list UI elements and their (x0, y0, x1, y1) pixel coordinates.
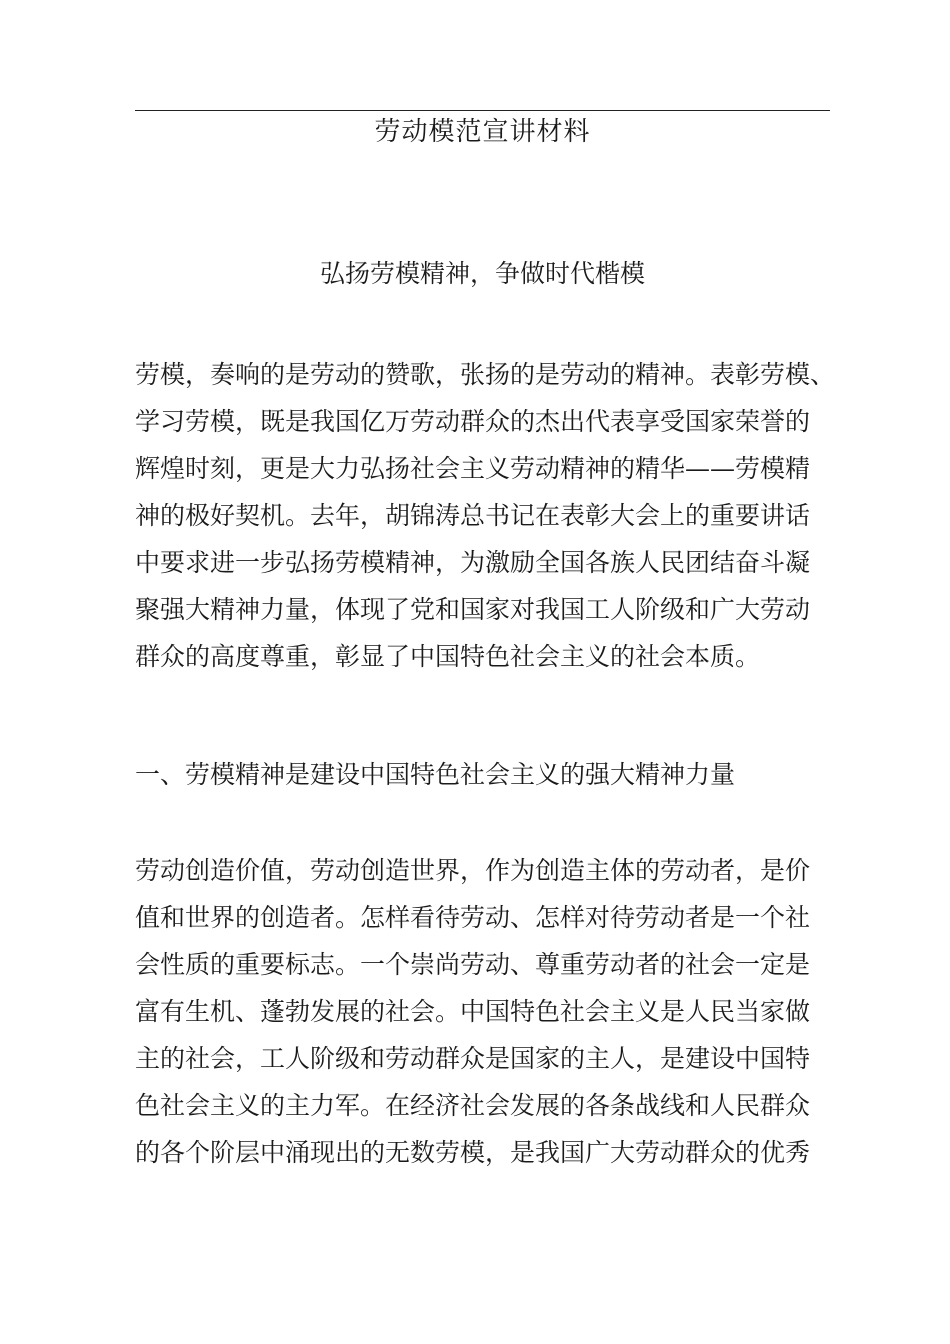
paragraph-line: 富有生机、蓬勃发展的社会。中国特色社会主义是人民当家做 (135, 997, 811, 1026)
paragraph-line: 神的极好契机。去年，胡锦涛总书记在表彰大会上的重要讲话 (135, 501, 811, 530)
paragraph-line: 会性质的重要标志。一个崇尚劳动、尊重劳动者的社会一定是 (135, 950, 811, 979)
section-heading (135, 751, 845, 798)
paragraph-line: 色社会主义的主力军。在经济社会发展的各条战线和人民群众 (135, 1091, 811, 1120)
section-heading-text: 一、劳模精神是建设中国特色社会主义的强大精神力量 (135, 760, 736, 789)
paragraph-line: 值和世界的创造者。怎样看待劳动、怎样对待劳动者是一个社 (135, 903, 811, 932)
paragraph-line: 群众的高度尊重，彰显了中国特色社会主义的社会本质。 (135, 642, 761, 671)
paragraph-line: 辉煌时刻，更是大力弘扬社会主义劳动精神的精华——劳模精 (135, 454, 811, 483)
paragraph-line: 劳动创造价值，劳动创造世界，作为创造主体的劳动者，是价 (135, 856, 811, 885)
document-title: 劳动模范宣讲材料 (374, 117, 591, 147)
paragraph-section1 (135, 847, 845, 1176)
paragraph-intro (135, 351, 845, 680)
paragraph-line: 学习劳模，既是我国亿万劳动群众的杰出代表享受国家荣誉的 (135, 407, 811, 436)
paragraph-line: 的各个阶层中涌现出的无数劳模，是我国广大劳动群众的优秀 (135, 1138, 811, 1167)
header-rule (135, 110, 830, 111)
paragraph-line: 劳模，奏响的是劳动的赞歌，张扬的是劳动的精神。表彰劳模、 (135, 360, 836, 389)
paragraph-line: 聚强大精神力量，体现了党和国家对我国工人阶级和广大劳动 (135, 595, 811, 624)
paragraph-line: 主的社会，工人阶级和劳动群众是国家的主人，是建设中国特 (135, 1044, 811, 1073)
paragraph-line: 中要求进一步弘扬劳模精神，为激励全国各族人民团结奋斗凝 (135, 548, 811, 577)
document-subtitle: 弘扬劳模精神，争做时代楷模 (319, 259, 645, 288)
